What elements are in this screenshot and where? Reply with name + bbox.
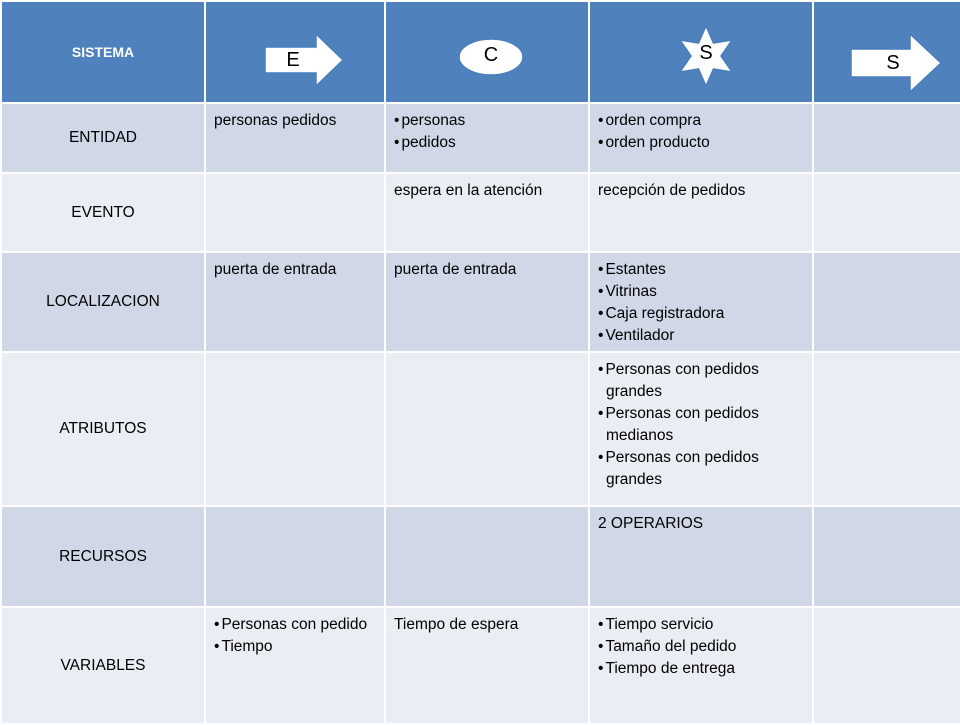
arrow-entrada-label: E (286, 49, 300, 71)
cell-cola: Tiempo de espera (385, 607, 589, 724)
list-item: • personas (394, 110, 580, 132)
cell-entrada (205, 173, 385, 252)
cell-salida (813, 506, 960, 607)
cell-entrada (205, 506, 385, 607)
cell-servicio (589, 607, 813, 724)
header-servicio (589, 1, 813, 103)
cell-entrada (205, 352, 385, 506)
bullet-list (598, 359, 804, 491)
bullet-list (214, 614, 376, 658)
header-cola (385, 1, 589, 103)
list-item: • orden producto (598, 132, 804, 154)
row-label: VARIABLES (1, 607, 205, 724)
cell-salida (813, 103, 960, 173)
cell-cola: espera en la atención (385, 173, 589, 252)
cell-cola (385, 506, 589, 607)
table-row (1, 506, 960, 607)
list-item: • Tiempo servicio (598, 614, 804, 636)
list-item: • Personas con pedidos medianos (598, 403, 804, 447)
header-salida (813, 1, 960, 103)
list-item: • Ventilador (598, 325, 804, 347)
list-item: • Vitrinas (598, 281, 804, 303)
cell-cola: puerta de entrada (385, 252, 589, 352)
bullet-list (598, 614, 804, 680)
oval-cola-label: C (483, 44, 499, 66)
row-label: EVENTO (1, 173, 205, 252)
row-label: ENTIDAD (1, 103, 205, 173)
cell-salida (813, 607, 960, 724)
cell-servicio (589, 252, 813, 352)
list-item: • orden compra (598, 110, 804, 132)
star-servicio-label: S (699, 42, 713, 64)
cell-entrada: personas pedidos (205, 103, 385, 173)
cell-salida (813, 173, 960, 252)
list-item: • Tiempo de entrega (598, 658, 804, 680)
list-item: • Tiempo (214, 636, 376, 658)
cell-salida (813, 352, 960, 506)
table-row (1, 173, 960, 252)
table-row (1, 252, 960, 352)
arrow-salida-label: S (886, 52, 900, 74)
list-item: • Caja registradora (598, 303, 804, 325)
row-label: RECURSOS (1, 506, 205, 607)
table-row (1, 103, 960, 173)
row-label: LOCALIZACION (1, 252, 205, 352)
header-entrada (205, 1, 385, 103)
cell-entrada (205, 607, 385, 724)
header-row (1, 1, 960, 103)
cell-servicio (589, 103, 813, 173)
cell-cola (385, 352, 589, 506)
cell-servicio (589, 352, 813, 506)
bullet-list (394, 110, 580, 154)
list-item: • pedidos (394, 132, 580, 154)
cell-servicio: recepción de pedidos (589, 173, 813, 252)
table-row (1, 607, 960, 724)
cell-salida (813, 252, 960, 352)
header-title: SISTEMA (1, 1, 205, 103)
list-item: • Estantes (598, 259, 804, 281)
list-item: • Tamaño del pedido (598, 636, 804, 658)
cell-servicio: 2 OPERARIOS (589, 506, 813, 607)
table-row (1, 352, 960, 506)
row-label: ATRIBUTOS (1, 352, 205, 506)
list-item: • Personas con pedido (214, 614, 376, 636)
bullet-list (598, 259, 804, 347)
list-item: • Personas con pedidos grandes (598, 447, 804, 491)
bullet-list (598, 110, 804, 154)
list-item: • Personas con pedidos grandes (598, 359, 804, 403)
cell-entrada: puerta de entrada (205, 252, 385, 352)
cell-cola (385, 103, 589, 173)
